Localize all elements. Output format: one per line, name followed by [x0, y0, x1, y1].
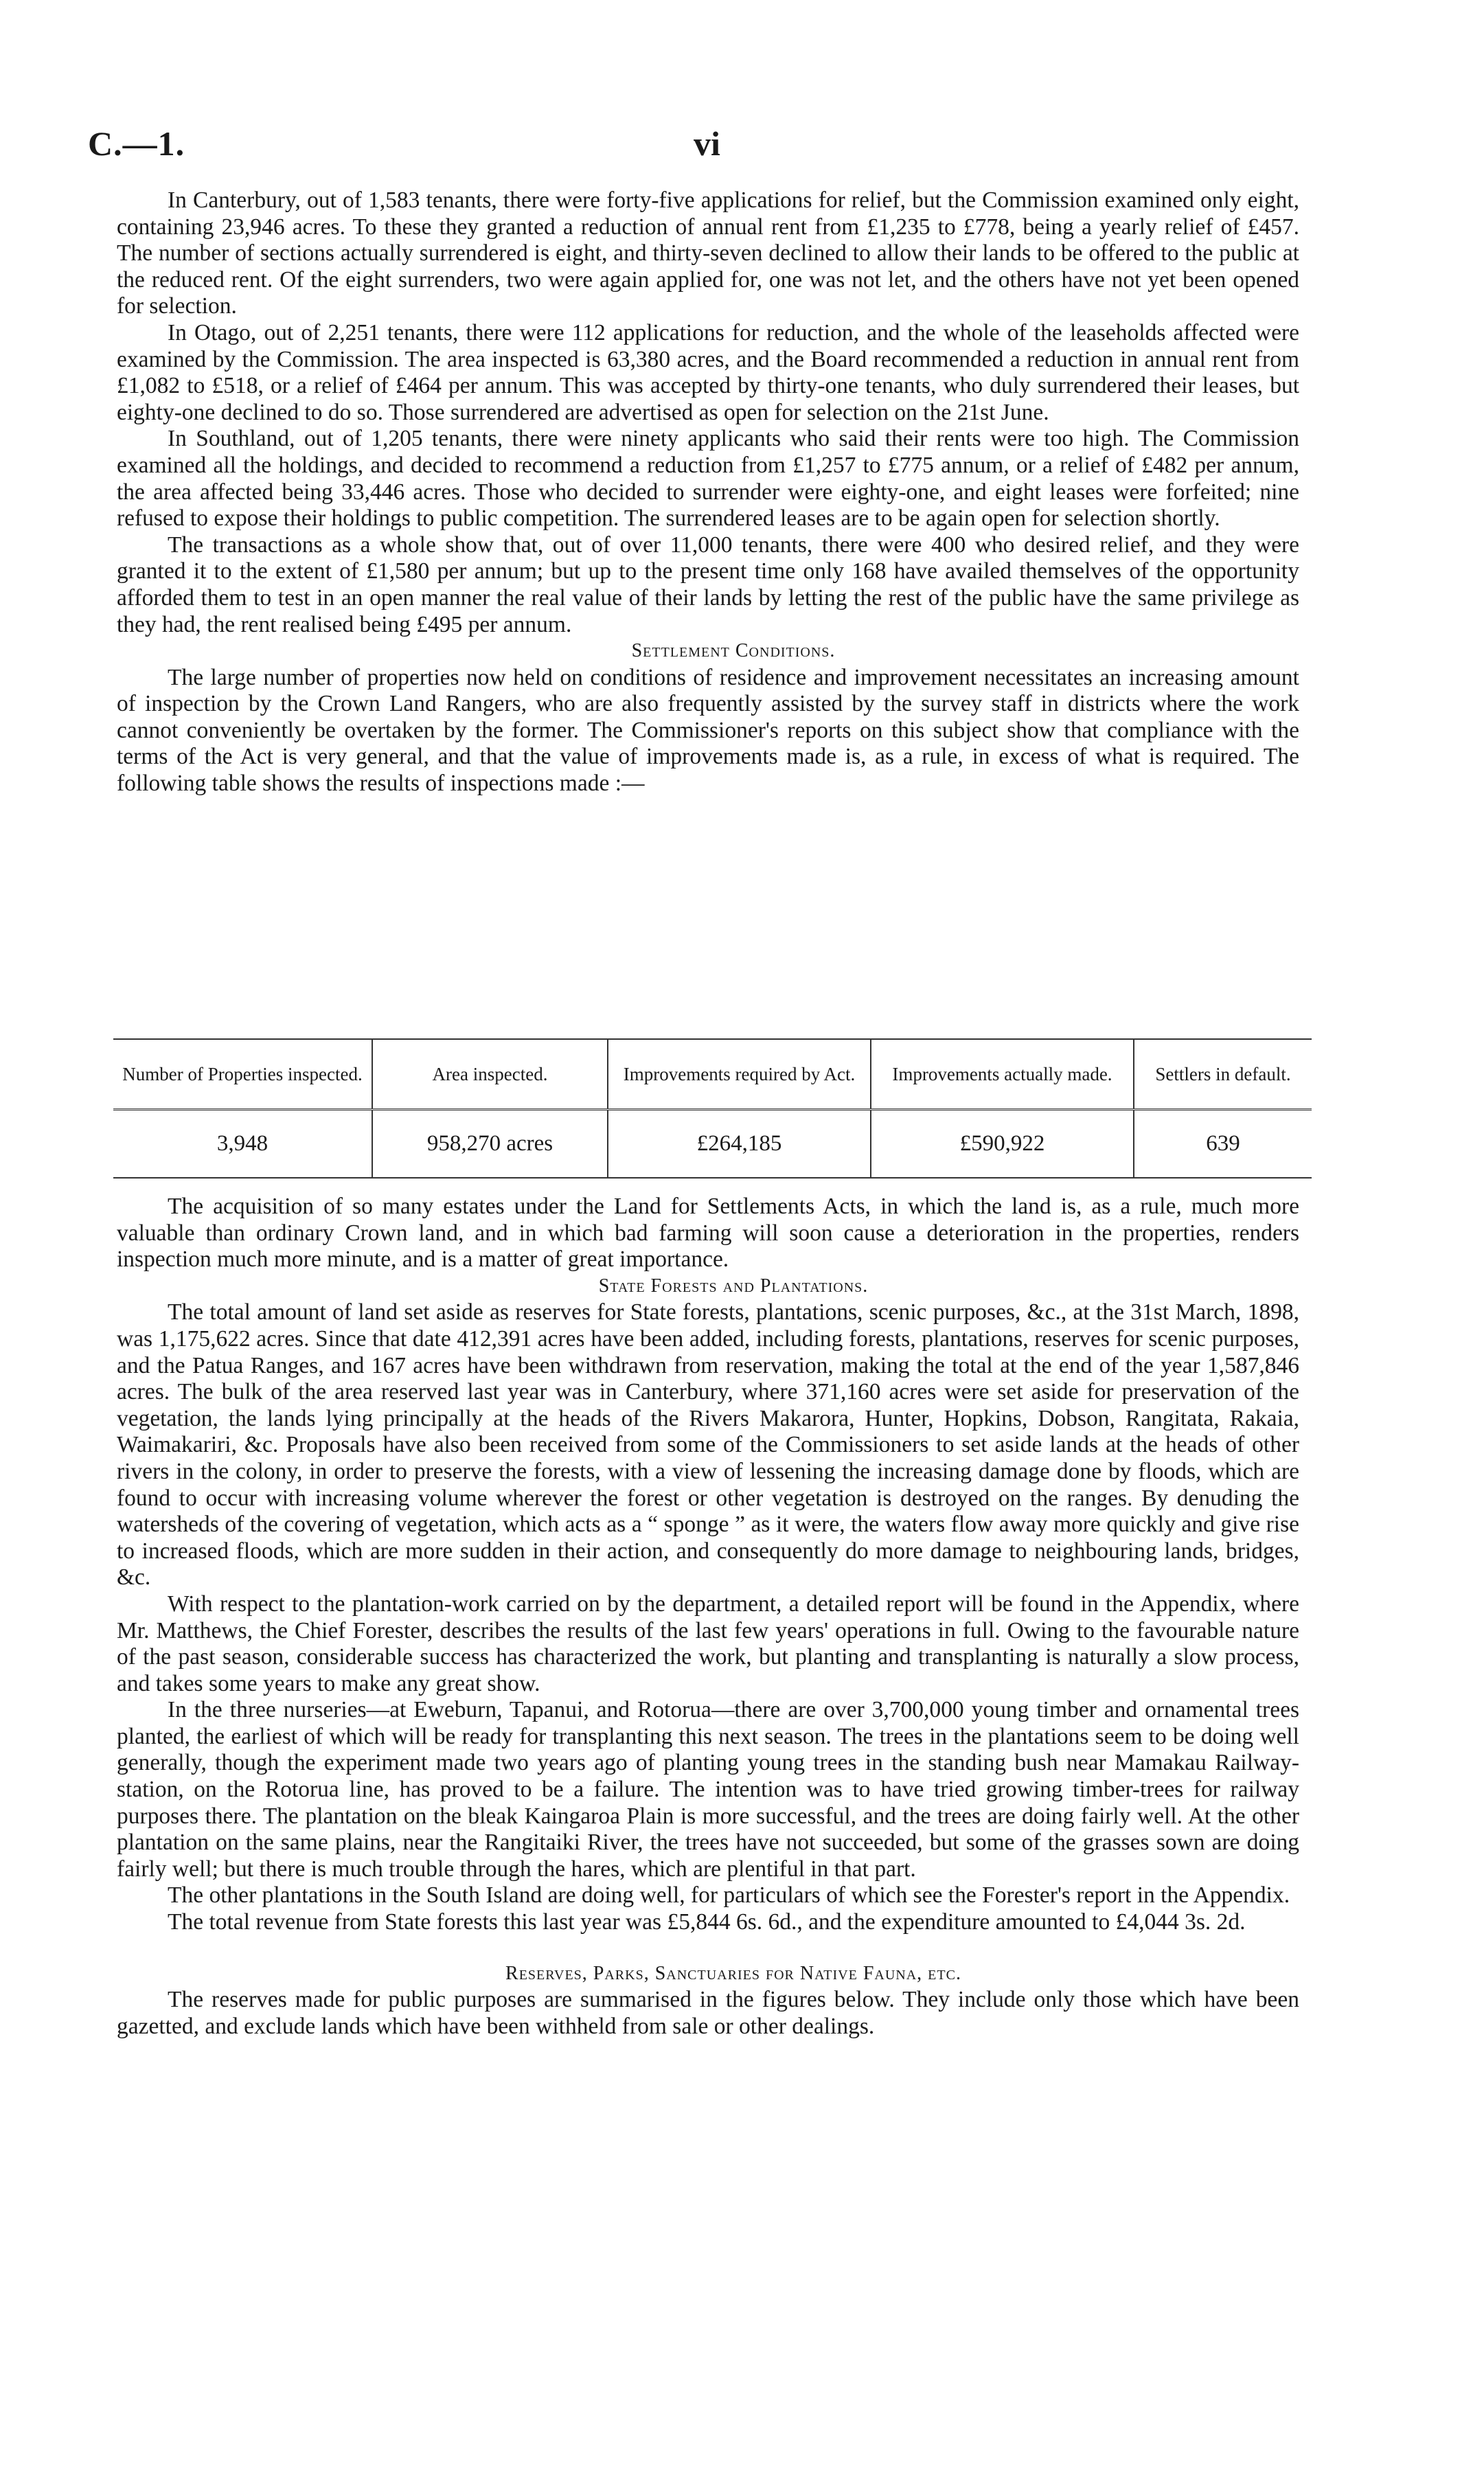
page-number: vi: [694, 124, 720, 163]
cell-default: 639: [1134, 1110, 1312, 1179]
forests-paragraph-2: With respect to the plantation-work carried on by the department, a detailed report will be found in the Appendix, where Mr. Matthews, the Chief Forester, describes the results of the last few years' operations in full. Owing to the favourable nature of the past season, considerable success has characterized the work, but planting and transplanting is naturally a slow process, and takes some years to make any great show.: [117, 1591, 1299, 1696]
forests-paragraph-3: In the three nurseries—at Eweburn, Tapanui, and Rotorua—there are over 3,700,000 young timber and ornamental trees planted, the earliest of which will be ready for transplanting this next season. The trees in the plantations seem to be doing well generally, though the experiment made two years ago of planting young trees in the standing bush near Mamakau Railway-station, on the Rotorua line, has proved to be a failure. The intention was to have tried growing timber-trees for railway purposes there. The plantation on the bleak Kaingaroa Plain is more successful, and the trees are doing fairly well. At the other plantation on the same plains, near the Rangitaiki River, the trees have not succeeded, but some of the grasses sown are doing fairly well; but there is much trouble through the hares, which are plentiful in that part.: [117, 1697, 1299, 1882]
reserves-heading-text: Reserves, Parks, Sanctuaries for Native Fauna, etc.: [505, 1962, 961, 1984]
page-header: [0, 124, 1484, 172]
cell-properties: 3,948: [113, 1110, 372, 1179]
cell-area: 958,270 acres: [372, 1110, 608, 1179]
col-header-default: Settlers in default.: [1134, 1039, 1312, 1110]
table-row: [113, 1110, 1312, 1179]
series-number: C.—1.: [88, 124, 185, 163]
southland-paragraph: In Southland, out of 1,205 tenants, there were ninety applicants who said their rents were too high. The Commission examined all the holdings, and decided to recommend a reduction from £1,257 to £775 annum, or a relief of £482 per annum, the area affected being 33,446 acres. Those who decided to surrender were eighty-one, and eight leases were forfeited; nine refused to expose their holdings to public competition. The surrendered leases are to be again open for selection shortly.: [117, 426, 1299, 532]
col-header-area: Area inspected.: [372, 1039, 608, 1110]
forests-heading-text: State Forests and Plantations.: [598, 1275, 869, 1297]
transactions-paragraph: The transactions as a whole show that, out of over 11,000 tenants, there were 400 who desired relief, and they were granted it to the extent of £1,580 per annum; but up to the present time only 168 have availed themselves of the opportunity afforded them to test in an open manner the real value of their lands by letting the rest of the public have the same privilege as they had, the rent realised being £495 per annum.: [117, 532, 1299, 637]
forests-paragraph-5: The total revenue from State forests this last year was £5,844 6s. 6d., and the expenditure amounted to £4,044 3s. 2d.: [168, 1909, 1246, 1935]
reserves-heading: [117, 1961, 1299, 1988]
settlement-heading: [117, 638, 1299, 665]
reserves-paragraph: The reserves made for public purposes are summarised in the figures below. They include only those which have been gazetted, and exclude lands which have been withheld from sale or other dealings.: [117, 1987, 1299, 2039]
forests-section: [117, 1194, 1299, 2040]
settlement-heading-text: Settlement Conditions.: [631, 640, 836, 662]
settlement-paragraph: The large number of properties now held on conditions of residence and improvement necessitates an increasing amount of inspection by the Crown Land Rangers, who are also frequently assisted by the survey staff in districts where the work cannot conveniently be overtaken by the former. The Commissioner's reports on this subject show that compliance with the terms of the Act is very general, and that the value of improvements made is, as a rule, in excess of what is required. The following table shows the results of inspections made :—: [117, 664, 1299, 797]
inspections-table: [113, 1038, 1312, 1179]
col-header-properties: Number of Properties inspected.: [113, 1039, 372, 1110]
forests-paragraph-4: The other plantations in the South Island are doing well, for particulars of which see the Forester's report in the Appendix.: [168, 1882, 1290, 1909]
col-header-actual: Improvements actually made.: [871, 1039, 1134, 1110]
canterbury-paragraph: In Canterbury, out of 1,583 tenants, there were forty-five applications for relief, but the Commission examined only eight, containing 23,946 acres. To these they granted a reduction of annual rent from £1,235 to £778, being a yearly relief of £457. The number of sections actually surrendered is eight, and thirty-seven declined to allow their lands to be offered to the public at the reduced rent. Of the eight surrenders, two were again applied for, one was not let, and the others have not yet been opened for selection.: [117, 187, 1299, 319]
otago-paragraph: In Otago, out of 2,251 tenants, there were 112 applications for reduction, and the whole of the leaseholds affected were examined by the Commission. The area inspected is 63,380 acres, and the Board recommended a reduction in annual rent from £1,082 to £518, or a relief of £464 per annum. This was accepted by thirty-one tenants, who duly surrendered their leases, but eighty-one declined to do so. Those surrendered are advertised as open for selection on the 21st June.: [117, 319, 1299, 425]
col-header-required: Improvements required by Act.: [608, 1039, 871, 1110]
cell-required: £264,185: [608, 1110, 871, 1179]
acquisition-paragraph: The acquisition of so many estates under the Land for Settlements Acts, in which the land is, as a rule, much more valuable than ordinary Crown land, and in which bad farming will soon cause a deterioration in the properties, renders inspection much more minute, and is a matter of great importance.: [117, 1194, 1299, 1273]
table-header-row: [113, 1039, 1312, 1110]
cell-actual: £590,922: [871, 1110, 1134, 1179]
relief-section: [117, 187, 1299, 797]
forests-heading: [117, 1273, 1299, 1300]
forests-paragraph-1: The total amount of land set aside as reserves for State forests, plantations, scenic purposes, &c., at the 31st March, 1898, was 1,175,622 acres. Since that date 412,391 acres have been added, including forests, plantations, reserves for scenic purposes, and the Patua Ranges, and 167 acres have been withdrawn from reservation, making the total at the end of the year 1,587,846 acres. The bulk of the area reserved last year was in Canterbury, where 371,160 acres were set aside for preservation of the vegetation, the lands lying principally at the heads of the Rivers Makarora, Hunter, Hopkins, Dobson, Rangitata, Rakaia, Waimakariri, &c. Proposals have also been received from some of the Commissioners to set aside lands at the heads of other rivers in the colony, in order to preserve the forests, with a view of lessening the increasing damage done by floods, which are found to occur with increasing volume wherever the forest or other vegetation is destroyed on the ranges. By denuding the watersheds of the covering of vegetation, which acts as a “ sponge ” as it were, the waters flow away more quickly and give rise to increased floods, which are more sudden in their action, and consequently do more damage to neighbouring lands, bridges, &c.: [117, 1299, 1299, 1591]
